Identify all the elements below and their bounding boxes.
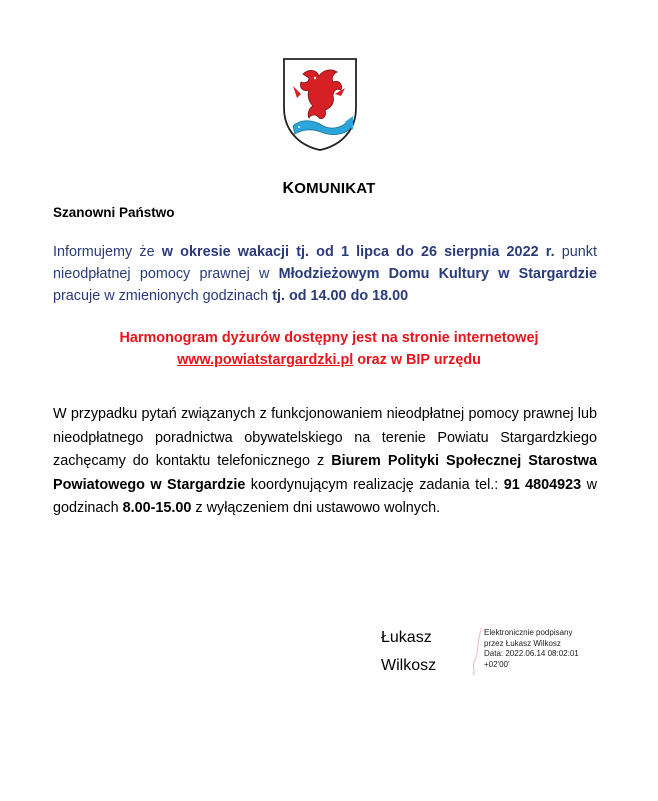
contact-hours: 8.00-15.00 <box>122 500 192 517</box>
intro-text: pracuje w zmienionych godzinach <box>53 288 273 304</box>
schedule-notice <box>0 327 658 371</box>
intro-period: w okresie wakacji tj. od 1 lipca do 26 sierpnia 2022 r. <box>161 244 555 260</box>
signature-name <box>381 624 436 680</box>
signature-info-line: Elektronicznie podpisany <box>484 628 573 637</box>
contact-text: koordynującym realizację zadania tel.: <box>245 476 504 493</box>
electronic-signature-info <box>484 628 579 670</box>
intro-text: Informujemy że <box>53 244 162 260</box>
signature-mark-icon <box>470 626 484 676</box>
notice-line-rest: oraz w BIP urzędu <box>353 352 481 368</box>
contact-phone: 91 4804923 <box>503 476 582 493</box>
greeting: Szanowni Państwo <box>53 205 175 220</box>
signature-last-name: Wilkosz <box>381 657 437 674</box>
intro-text: punkt nieodpłatnej pomocy prawnej w <box>53 244 598 282</box>
contact-paragraph <box>53 403 597 521</box>
coat-of-arms-icon <box>281 56 359 152</box>
signature-info-line: przez Łukasz Wilkosz <box>484 638 561 648</box>
notice-line: Harmonogram dyżurów dostępny jest na stronie internetowej <box>119 330 539 346</box>
title-initial: K <box>282 180 295 197</box>
intro-hours: tj. od 14.00 do 18.00 <box>272 288 409 304</box>
contact-text: z wyłączeniem dni ustawowo wolnych. <box>191 500 441 517</box>
website-link[interactable]: www.powiatstargardzki.pl <box>177 352 354 368</box>
title-rest: OMUNIKAT <box>294 180 376 197</box>
signature-info-line: +02'00' <box>484 659 510 669</box>
signature-first-name: Łukasz <box>381 629 432 646</box>
intro-location: Młodzieżowym Domu Kultury w Stargardzie <box>278 266 597 282</box>
signature-info-line: Data: 2022.06.14 08:02:01 <box>484 649 579 658</box>
document-title <box>0 180 658 198</box>
intro-paragraph <box>53 241 597 307</box>
contact-office: Biurem Polityki Społecznej Starostwa Powiatowego w Stargardzie <box>53 453 597 493</box>
contact-text: W przypadku pytań związanych z funkcjonowaniem nieodpłatnej pomocy prawnej lub nieodpłatnego poradnictwa obywatelskiego na terenie Powiatu Stargardzkiego zachęcamy do kontaktu telefonicznego z <box>53 406 597 470</box>
contact-text: w godzinach <box>53 476 597 517</box>
